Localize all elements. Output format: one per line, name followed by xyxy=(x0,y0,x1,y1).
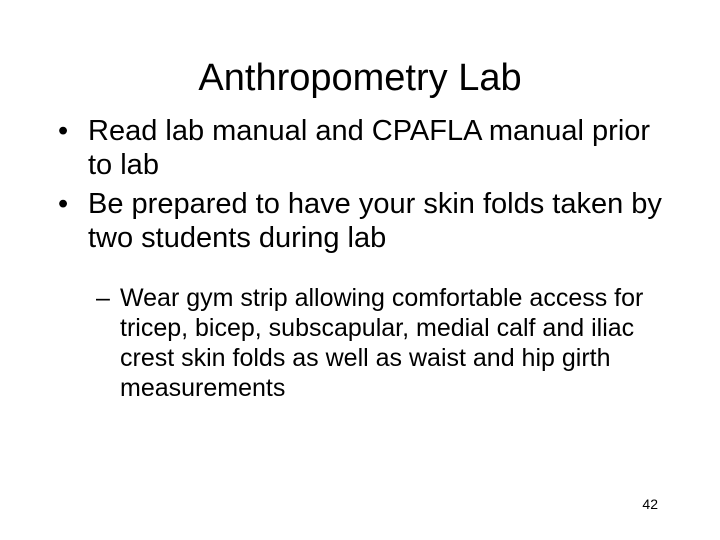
sub-bullet-marker: – xyxy=(96,284,110,312)
sub-bullet-text: Wear gym strip allowing comfortable access for tricep, bicep, subscapular, medial calf and iliac crest skin folds as well as waist and hip girth measurements xyxy=(120,284,644,402)
bullet-list xyxy=(58,114,678,260)
page-number: 42 xyxy=(642,496,658,512)
sub-bullet-list xyxy=(96,283,676,403)
bullet-item-skin-folds xyxy=(58,187,678,255)
bullet-item-read-manual xyxy=(58,114,678,182)
bullet-text: Read lab manual and CPAFLA manual prior to lab xyxy=(88,115,651,181)
bullet-marker: • xyxy=(58,115,69,147)
bullet-marker: • xyxy=(58,188,69,220)
sub-bullet-item-gym-strip xyxy=(96,283,676,403)
bullet-text: Be prepared to have your skin folds taken by two students during lab xyxy=(88,188,662,254)
slide-title: Anthropometry Lab xyxy=(198,57,522,99)
